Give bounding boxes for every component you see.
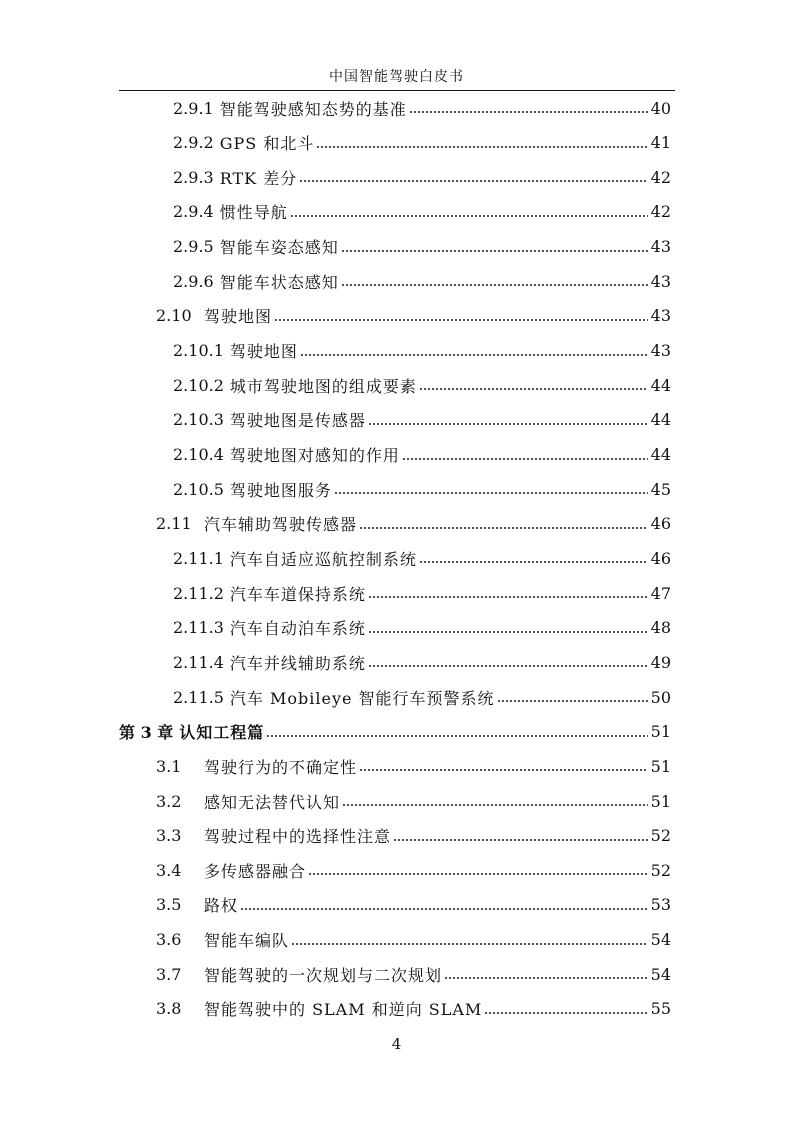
toc-entry[interactable] (173, 126, 671, 160)
toc-entry-title: 城市驾驶地图的组成要素 (229, 376, 417, 396)
toc-entry[interactable] (173, 230, 671, 264)
toc-entry-title: 汽车 Mobileye 智能行车预警系统 (229, 688, 495, 708)
toc-dot-leader (484, 1012, 647, 1014)
toc-dot-leader (368, 665, 648, 667)
toc-entry-title: 汽车并线辅助系统 (229, 653, 366, 673)
toc-entry-number: 3.4 (156, 860, 182, 880)
toc-entry-page: 52 (650, 860, 671, 880)
toc-dot-leader (341, 284, 648, 286)
toc-dot-leader (266, 735, 647, 737)
toc-entry-page: 46 (650, 514, 671, 534)
toc-entry-title: 多传感器融合 (204, 861, 307, 881)
toc-entry-number: 3.7 (156, 964, 182, 984)
toc-entry-page: 43 (650, 237, 671, 257)
toc-dot-leader (497, 700, 648, 702)
toc-entry[interactable] (156, 819, 671, 853)
toc-entry-page: 52 (650, 826, 671, 846)
toc-entry-title: 汽车车道保持系统 (229, 584, 366, 604)
toc-entry-title: 驾驶地图 (229, 342, 298, 362)
toc-entry-page: 55 (650, 999, 671, 1019)
toc-entry-number: 3.8 (156, 999, 182, 1019)
toc-entry-number: 2.9.5 (173, 237, 214, 257)
toc-dot-leader (368, 631, 648, 633)
toc-entry-number: 2.10.2 (173, 375, 224, 395)
toc-dot-leader (359, 769, 648, 771)
toc-entry-page: 53 (650, 895, 671, 915)
toc-entry[interactable] (173, 91, 671, 125)
toc-entry-page: 40 (650, 98, 671, 118)
toc-entry-title: 智能驾驶的一次规划与二次规划 (204, 965, 443, 985)
toc-entry-number: 3.2 (156, 791, 182, 811)
toc-entry-title: 驾驶地图对感知的作用 (229, 446, 400, 465)
toc-dot-leader (341, 250, 648, 252)
toc-entry-page: 54 (650, 930, 671, 950)
toc-entry-number: 2.11.5 (173, 687, 224, 707)
toc-entry-number: 2.11.2 (173, 583, 224, 603)
toc-entry-title: 智能驾驶感知态势的基准 (219, 99, 407, 119)
toc-entry[interactable] (173, 403, 671, 437)
toc-entry[interactable] (173, 541, 671, 575)
toc-dot-leader (290, 215, 648, 217)
toc-entry-title: 感知无法替代认知 (204, 792, 341, 812)
toc-dot-leader (393, 839, 648, 841)
toc-entry-page: 44 (650, 410, 671, 430)
toc-entry-number: 3.6 (156, 930, 182, 950)
toc-entry[interactable] (173, 334, 671, 368)
page-header-title: 中国智能驾驶白皮书 (329, 69, 464, 85)
toc-entry[interactable] (173, 645, 671, 679)
toc-entry[interactable] (173, 368, 671, 402)
toc-entry[interactable] (156, 507, 671, 541)
toc-entry-title: RTK 差分 (219, 168, 298, 188)
toc-entry-number: 2.10.4 (173, 445, 224, 464)
toc-entry-number: 2.11.3 (173, 618, 224, 638)
toc-entry[interactable] (173, 472, 671, 506)
toc-dot-leader (342, 804, 648, 806)
toc-entry-title: 驾驶地图是传感器 (229, 411, 366, 431)
toc-entry-title: 驾驶过程中的选择性注意 (204, 827, 392, 847)
toc-entry[interactable] (156, 853, 671, 887)
toc-dot-leader (419, 388, 648, 390)
toc-entry-number: 2.9.1 (173, 98, 214, 118)
toc-entry-number: 2.9.3 (173, 167, 214, 187)
toc-entry-title: 汽车自适应巡航控制系统 (229, 549, 417, 569)
toc-entry-number: 2.10.3 (173, 410, 224, 430)
toc-entry-title: 驾驶地图 (204, 307, 273, 327)
toc-entry[interactable] (173, 576, 671, 610)
page-number: 4 (391, 1035, 402, 1053)
toc-entry-title: 驾驶地图服务 (229, 480, 332, 500)
toc-entry-page: 45 (650, 479, 671, 499)
toc-dot-leader (419, 561, 648, 563)
toc-entry[interactable] (156, 784, 671, 818)
toc-dot-leader (402, 458, 648, 460)
toc-entry-title: 汽车辅助驾驶传感器 (204, 515, 358, 535)
toc-dot-leader (300, 354, 648, 356)
toc-dot-leader (274, 319, 648, 321)
toc-dot-leader (368, 423, 648, 425)
toc-entry[interactable] (156, 923, 671, 957)
toc-dot-leader (368, 596, 648, 598)
toc-entry-page: 42 (650, 167, 671, 187)
toc-entry-page: 44 (650, 445, 671, 464)
toc-dot-leader (291, 943, 648, 945)
toc-entry[interactable] (173, 438, 671, 472)
toc-dot-leader (240, 908, 648, 910)
toc-entry[interactable] (173, 264, 671, 298)
toc-entry-page: 44 (650, 375, 671, 395)
toc-entry-number: 2.10.5 (173, 479, 224, 499)
toc-entry[interactable] (156, 888, 671, 922)
toc-entry[interactable] (119, 715, 671, 749)
toc-dot-leader (334, 492, 648, 494)
toc-entry-title: 认知工程篇 (179, 723, 265, 743)
toc-entry-page: 41 (650, 133, 671, 153)
toc-dot-leader (299, 180, 647, 182)
toc-entry-page: 43 (650, 306, 671, 326)
toc-entry-number: 3.5 (156, 895, 182, 915)
toc-entry-number: 3.1 (156, 756, 182, 776)
toc-entry-number: 2.11.4 (173, 652, 224, 672)
toc-entry-number: 2.9.2 (173, 133, 214, 153)
toc-entry-number: 第 3 章 (119, 723, 174, 743)
toc-entry-title: 智能车状态感知 (219, 272, 339, 292)
toc-entry-page: 51 (650, 722, 671, 742)
toc-entry-title: 驾驶行为的不确定性 (204, 757, 358, 777)
toc-dot-leader (308, 873, 648, 875)
toc-entry[interactable] (173, 195, 671, 229)
toc-entry-page: 47 (650, 583, 671, 603)
toc-dot-leader (359, 527, 648, 529)
toc-entry-number: 2.9.4 (173, 202, 214, 222)
toc-entry-page: 46 (650, 548, 671, 568)
toc-entry-page: 42 (650, 202, 671, 222)
toc-entry-number: 2.11 (156, 514, 192, 534)
toc-entry[interactable] (156, 749, 671, 783)
toc-entry-page: 43 (650, 341, 671, 361)
toc-entry-number: 2.9.6 (173, 271, 214, 291)
toc-entry[interactable] (173, 611, 671, 645)
toc-entry-title: 路权 (204, 896, 239, 916)
toc-entry[interactable] (173, 680, 671, 714)
toc-entry-title: 智能驾驶中的 SLAM 和逆向 SLAM (204, 1000, 483, 1020)
toc-entry-page: 54 (650, 964, 671, 984)
toc-entry-number: 2.10 (156, 306, 192, 326)
toc-entry-number: 2.11.1 (173, 548, 224, 568)
toc-entry-title: 汽车自动泊车系统 (229, 619, 366, 639)
toc-dot-leader (316, 146, 647, 148)
toc-entry[interactable] (156, 957, 671, 991)
toc-entry-number: 2.10.1 (173, 341, 224, 361)
toc-entry-page: 50 (650, 687, 671, 707)
toc-entry-page: 51 (650, 791, 671, 811)
toc-entry[interactable] (156, 992, 671, 1026)
toc-entry-page: 51 (650, 756, 671, 776)
toc-entry-number: 3.3 (156, 826, 182, 846)
toc-entry[interactable] (156, 299, 671, 333)
toc-entry-title: 智能车姿态感知 (219, 238, 339, 258)
toc-entry-title: 智能车编队 (204, 931, 290, 951)
toc-entry-title: 惯性导航 (219, 203, 288, 223)
toc-entry-page: 49 (650, 652, 671, 672)
toc-entry-page: 48 (650, 618, 671, 638)
toc-entry-title: GPS 和北斗 (219, 134, 315, 154)
toc-dot-leader (444, 977, 648, 979)
toc-entry-page: 43 (650, 271, 671, 291)
toc-dot-leader (409, 111, 648, 113)
toc-entry[interactable] (173, 160, 671, 194)
